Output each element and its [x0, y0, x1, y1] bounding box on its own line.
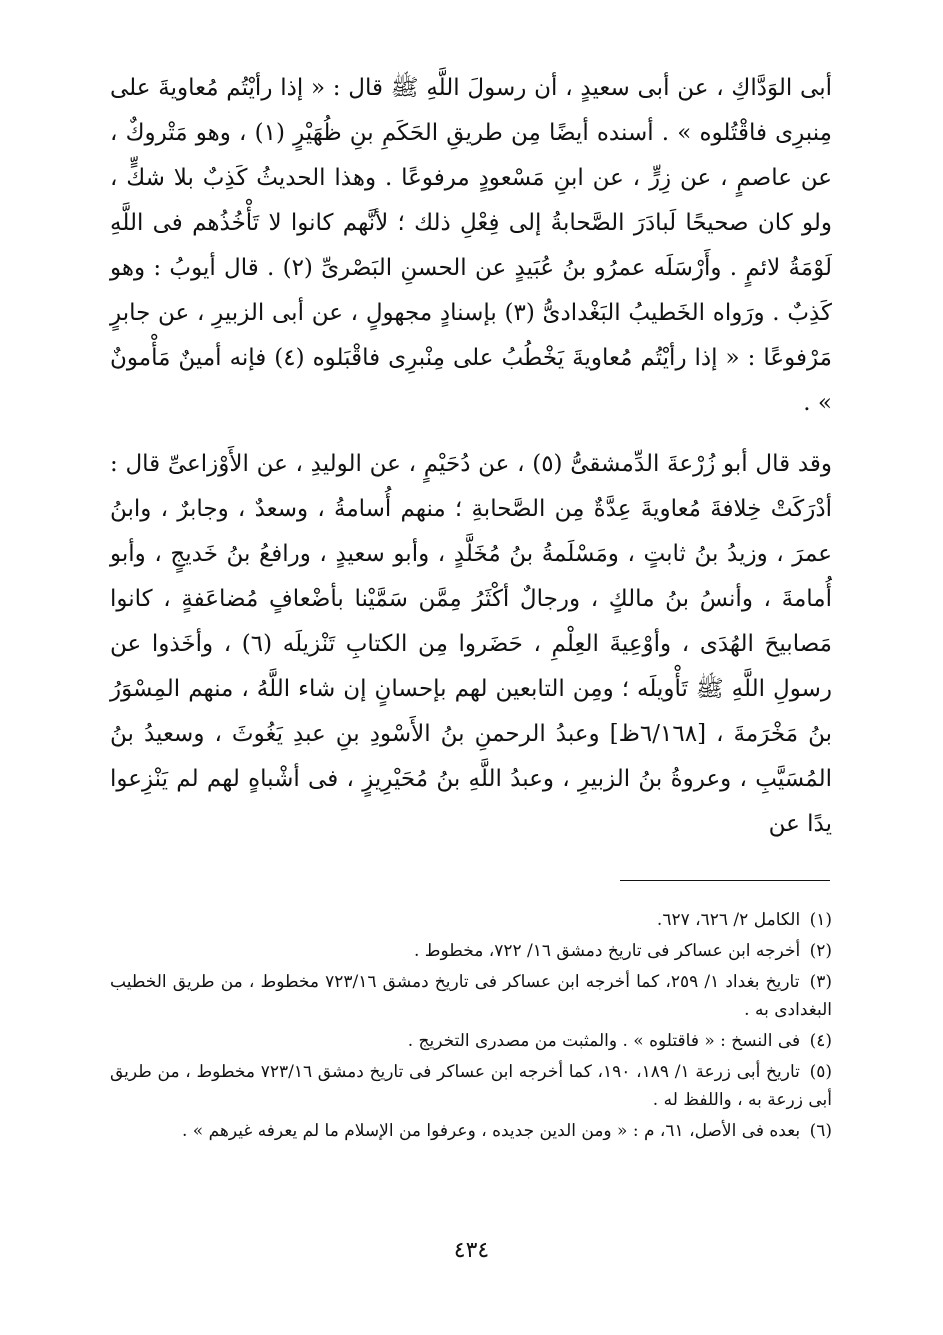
- footnote-text: تاريخ بغداد ١/ ٢٥٩، كما أخرجه ابن عساكر فى تاريخ دمشق ٧٢٣/١٦ مخطوط ، من طريق الخطيب البغدادى به .: [110, 972, 832, 1020]
- footnote-number: (٦): [809, 1121, 832, 1141]
- footnote-1: [110, 906, 832, 934]
- footnote-divider: [620, 880, 830, 881]
- footnote-text: تاريخ أبى زرعة ١/ ١٨٩، ١٩٠، كما أخرجه ابن عساكر فى تاريخ دمشق ٧٢٣/١٦ مخطوط ، من طريق أبى زرعة به ، واللفظ له .: [110, 1062, 832, 1110]
- main-paragraph-2: وقد قال أبو زُرْعةَ الدِّمشقىُّ (٥) ، عن دُحَيْمٍ ، عن الوليدِ ، عن الأَوْزاعىِّ قال : أدْرَكَتْ خِلافةَ مُعاويةَ عِدَّةٌ مِن الصَّحابةِ ؛ منهم أُسامةُ ، وسعدٌ ، وجابرٌ ، وابنُ عمرَ ، وزيدُ بنُ ثابتٍ ، ومَسْلَمةُ بنُ مُخَلَّدٍ ، وأبو سعيدٍ ، ورافعُ بنُ خَديجٍ ، وأبو أُمامةَ ، وأنسُ بنُ مالكٍ ، ورجالٌ أكْثَرُ مِمَّن سَمَّيْنا بأضْعافٍ مُضاعَفةٍ ، كانوا مَصابيحَ الهُدَى ، وأوْعِيةَ العِلْمِ ، حَضَروا مِن الكتابِ تَنْزيلَه (٦) ، وأخَذوا عن رسولِ اللَّهِ ﷺ تَأْويلَه ؛ ومِن التابعين لهم بإحسانٍ إن شاء اللَّهُ ، منهم المِسْوَرُ بنُ مَخْرَمةَ ، [٦/١٦٨ظ] وعبدُ الرحمنِ بنُ الأَسْودِ بنِ عبدِ يَغُوثَ ، وسعيدُ بنُ المُسَيَّبِ ، وعروةُ بنُ الزبيرِ ، وعبدُ اللَّهِ بنُ مُحَيْرِيزٍ ، فى أشْباهٍ لهم لم يَنْزِعوا يدًا عن: [110, 451, 833, 837]
- footnote-6: [110, 1117, 832, 1145]
- footnote-text: أخرجه ابن عساكر فى تاريخ دمشق ١٦/ ٧٢٢، مخطوط .: [413, 941, 801, 961]
- page-number: ٤٣٤: [453, 1238, 490, 1263]
- footnote-number: (٣): [809, 972, 832, 992]
- footnote-2: [110, 937, 832, 965]
- footnote-text: فى النسخ : « فاقتلوه » . والمثبت من مصدرى التخريج .: [407, 1031, 801, 1051]
- main-paragraph-1: أبى الوَدَّاكِ ، عن أبى سعيدٍ ، أن رسولَ اللَّهِ ﷺ قال : « إذا رأيْتُم مُعاويةَ على مِنبرِى فاقْتُلوه » . أسنده أيضًا مِن طريقِ الحَكَمِ بنِ ظُهَيْرٍ (١) ، وهو مَتْروكٌ ، عن عاصمٍ ، عن زِرٍّ ، عن ابنِ مَسْعودٍ مرفوعًا . وهذا الحديثُ كَذِبٌ بلا شكٍّ ، ولو كان صحيحًا لَبادَرَ الصَّحابةُ إلى فِعْلِ ذلك ؛ لأنَّهم كانوا لا تَأْخُذُهم فى اللَّهِ لَوْمَةُ لائمٍ . وأَرْسَلَه عمرُو بنُ عُبَيدٍ عن الحسنِ البَصْرىِّ (٢) . قال أيوبُ : وهو كَذِبٌ . ورَواه الخَطيبُ البَغْدادىُّ (٣) بإسنادٍ مجهولٍ ، عن أبى الزبيرِ ، عن جابرٍ مَرْفوعًا : « إذا رأيْتُم مُعاويةَ يَخْطُبُ على مِنْبرِى فاقْبَلوه (٤) فإنه أمينٌ مَأْمونٌ » .: [110, 75, 833, 416]
- footnote-number: (٢): [809, 941, 832, 961]
- footnote-number: (٤): [809, 1031, 832, 1051]
- footnotes-section: [110, 906, 832, 1148]
- footnote-text: بعده فى الأصل، ٦١، م : « ومن الدين جديده ، وعرفوا من الإسلام ما لم يعرفه غيرهم » .: [182, 1121, 801, 1141]
- main-text-body: [110, 66, 832, 847]
- footnote-number: (١): [809, 910, 832, 930]
- footnote-3: [110, 968, 832, 1024]
- footnote-text: الكامل ٢/ ٦٢٦، ٦٢٧.: [656, 910, 801, 930]
- footnote-4: [110, 1027, 832, 1055]
- footnote-5: [110, 1058, 832, 1114]
- footnote-number: (٥): [809, 1062, 833, 1082]
